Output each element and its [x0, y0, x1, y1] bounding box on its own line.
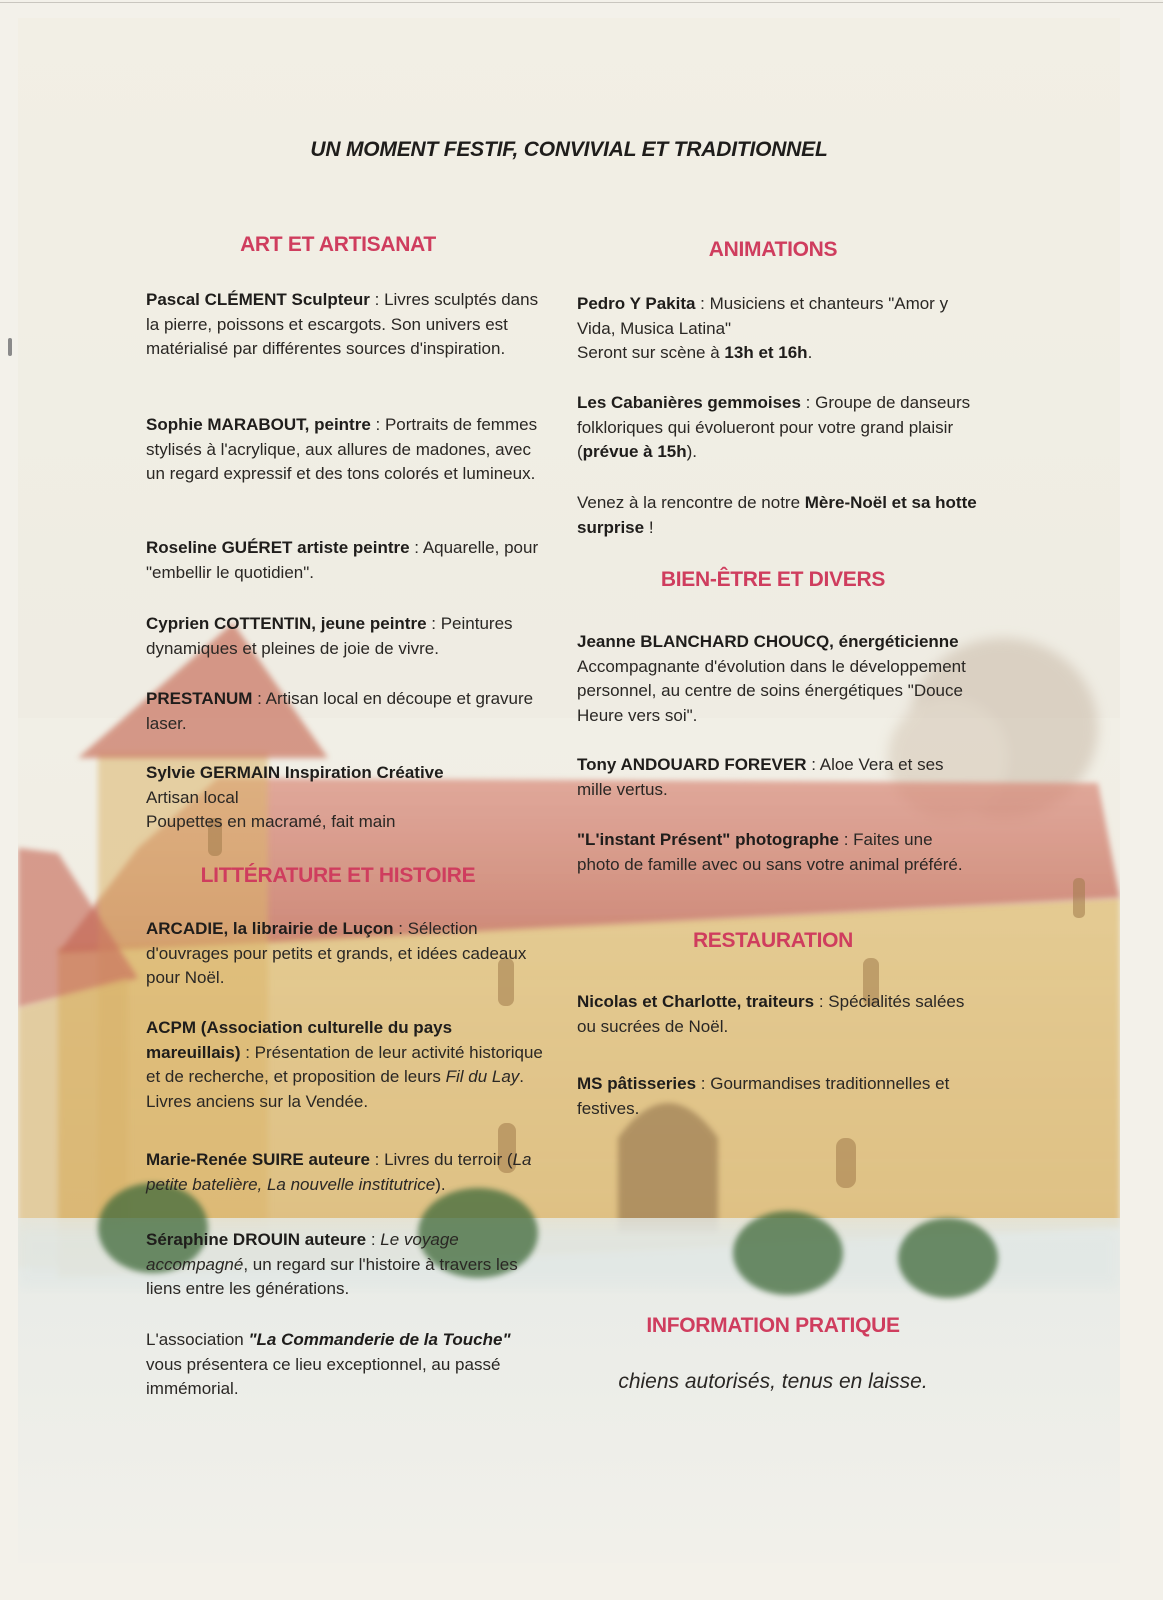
heading-bien-etre: BIEN-ÊTRE ET DIVERS [660, 568, 886, 591]
entry-name: Tony ANDOUARD FOREVER [577, 755, 807, 774]
entry-name: ARCADIE, la librairie de Luçon [146, 919, 394, 938]
entry-name: Pedro Y Pakita [577, 294, 696, 313]
entry-acpm: ACPM (Association culturelle du pays mareuillais) : Présentation de leur activité historique et de recherche, et proposition de leurs Fil du Lay. Livres anciens sur la Vendée. [146, 1018, 543, 1111]
heading-art-artisanat: ART ET ARTISANAT [240, 233, 436, 256]
info-dogs-allowed: chiens autorisés, tenus en laisse. [618, 1370, 928, 1393]
entry-text: Gourmandises traditionnelles et festives. [577, 1074, 950, 1118]
entry-text: Musiciens et chanteurs "Amor y Vida, Musica Latina" [577, 294, 949, 338]
entry-name: Séraphine DROUIN auteure [146, 1230, 367, 1249]
entry-text: Spécialités salées ou sucrées de Noël. [577, 992, 965, 1036]
entry-cabanieres-gemmoises: Les Cabanières gemmoises : Groupe de danseurs folkloriques qui évolueront pour votre grand plaisir (prévue à 15h). [577, 393, 971, 461]
entry-nicolas-charlotte: Nicolas et Charlotte, traiteurs : Spécialités salées ou sucrées de Noël. [577, 992, 965, 1036]
entry-jeanne-blanchard [577, 630, 977, 728]
entry-mere-noel: Venez à la rencontre de notre Mère-Noël et sa hotte surprise ! [577, 493, 977, 537]
entry-line: Artisan local [146, 787, 239, 807]
entry-text: Portraits de femmes stylisés à l'acrylique, aux allures de madones, avec un regard expressif et des tons colorés et lumineux. [146, 415, 538, 483]
entry-text: Livres sculptés dans la pierre, poissons et escargots. Son univers est matérialisé par différentes sources d'inspiration. [146, 290, 539, 358]
entry-instant-present: "L'instant Présent" photographe : Faites une photo de famille avec ou sans votre animal préféré. [577, 830, 963, 874]
entry-italic: Le voyage accompagné [146, 1230, 459, 1274]
entry-name: Les Cabanières gemmoises [577, 393, 801, 412]
entry-italic: Fil du Lay [445, 1067, 520, 1086]
entry-name: Marie-Renée SUIRE auteure [146, 1150, 370, 1169]
entry-cyprien-cottentin: Cyprien COTTENTIN, jeune peintre : Peintures dynamiques et pleines de joie de vivre. [146, 614, 513, 658]
flyer-page [18, 18, 1120, 1563]
entry-text: Groupe de danseurs folkloriques qui évolueront pour votre grand plaisir ( [577, 393, 971, 461]
page-title: UN MOMENT FESTIF, CONVIVIAL ET TRADITIONNEL [310, 138, 828, 161]
entry-sophie-marabout: Sophie MARABOUT, peintre : Portraits de femmes stylisés à l'acrylique, aux allures de madones, avec un regard expressif et des tons colorés et lumineux. [146, 415, 538, 483]
entry-name: Sophie MARABOUT, peintre [146, 415, 371, 434]
entry-sylvie-germain [146, 761, 546, 835]
heading-restauration: RESTAURATION [692, 929, 854, 952]
entry-name: Sylvie GERMAIN Inspiration Créative [146, 763, 444, 782]
entry-line: Poupettes en macramé, fait main [146, 812, 396, 831]
entry-seraphine-drouin: Séraphine DROUIN auteure : Le voyage accompagné, un regard sur l'histoire à travers les liens entre les générations. [146, 1230, 518, 1298]
scan-edge-mark [8, 338, 12, 356]
entry-text: Accompagnante d'évolution dans le développement personnel, au centre de soins énergétiques "Douce Heure vers soi". [577, 656, 966, 725]
entry-arcadie: ARCADIE, la librairie de Luçon : Sélection d'ouvrages pour petits et grands, et idées cadeaux pour Noël. [146, 919, 527, 987]
entry-roseline-gueret: Roseline GUÉRET artiste peintre : Aquarelle, pour "embellir le quotidien". [146, 538, 539, 582]
entry-text: Sélection d'ouvrages pour petits et grands, et idées cadeaux pour Noël. [146, 919, 527, 987]
entry-tony-andouard: Tony ANDOUARD FOREVER : Aloe Vera et ses mille vertus. [577, 755, 944, 799]
entry-name: Roseline GUÉRET artiste peintre [146, 538, 410, 557]
entry-name: ACPM (Association culturelle du pays mareuillais) [146, 1018, 453, 1062]
entry-prestanum: PRESTANUM : Artisan local en découpe et gravure laser. [146, 689, 534, 733]
entry-name: Pascal CLÉMENT Sculpteur [146, 290, 370, 309]
entry-text: Aquarelle, pour "embellir le quotidien". [146, 538, 539, 582]
entry-text: Artisan local en découpe et gravure laser. [146, 689, 534, 733]
entry-marie-renee-suire: Marie-Renée SUIRE auteure : Livres du terroir (La petite batelière, La nouvelle institutrice). [146, 1150, 532, 1194]
heading-information-pratique: INFORMATION PRATIQUE [646, 1314, 900, 1337]
heading-litterature-histoire: LITTÉRATURE ET HISTOIRE [200, 864, 476, 887]
entry-ms-patisseries: MS pâtisseries : Gourmandises traditionnelles et festives. [577, 1074, 950, 1118]
entry-name: MS pâtisseries [577, 1074, 697, 1093]
entry-name: Cyprien COTTENTIN, jeune peintre [146, 614, 427, 633]
entry-pascal-clement: Pascal CLÉMENT Sculpteur : Livres sculptés dans la pierre, poissons et escargots. Son univers est matérialisé par différentes sources d'inspiration. [146, 290, 539, 358]
entry-name: "L'instant Présent" photographe [577, 830, 839, 849]
entry-pedro-y-pakita: Pedro Y Pakita : Musiciens et chanteurs "Amor y Vida, Musica Latina" Seront sur scène à 13h et 16h. [577, 294, 949, 362]
entry-name-italic: "La Commanderie de la Touche" [248, 1330, 511, 1349]
entry-text: Peintures dynamiques et pleines de joie de vivre. [146, 614, 513, 658]
entry-name: Nicolas et Charlotte, traiteurs [577, 992, 815, 1011]
entry-text: Présentation de leur activité historique et de recherche, et proposition de leurs [146, 1042, 543, 1086]
entry-name: PRESTANUM [146, 689, 253, 708]
scan-top-border [0, 2, 1163, 3]
entry-text: Livres du terroir ( [384, 1150, 513, 1169]
flyer-content [18, 18, 1120, 1563]
entry-text: Faites une photo de famille avec ou sans votre animal préféré. [577, 830, 963, 874]
entry-name: Jeanne BLANCHARD CHOUCQ, énergéticienne [577, 632, 959, 651]
entry-italic: La petite batelière, La nouvelle institutrice [146, 1150, 532, 1194]
heading-animations: ANIMATIONS [708, 238, 838, 261]
entry-text: Aloe Vera et ses mille vertus. [577, 755, 944, 799]
entry-commanderie: L'association "La Commanderie de la Touche" vous présentera ce lieu exceptionnel, au passé immémorial. [146, 1330, 511, 1398]
